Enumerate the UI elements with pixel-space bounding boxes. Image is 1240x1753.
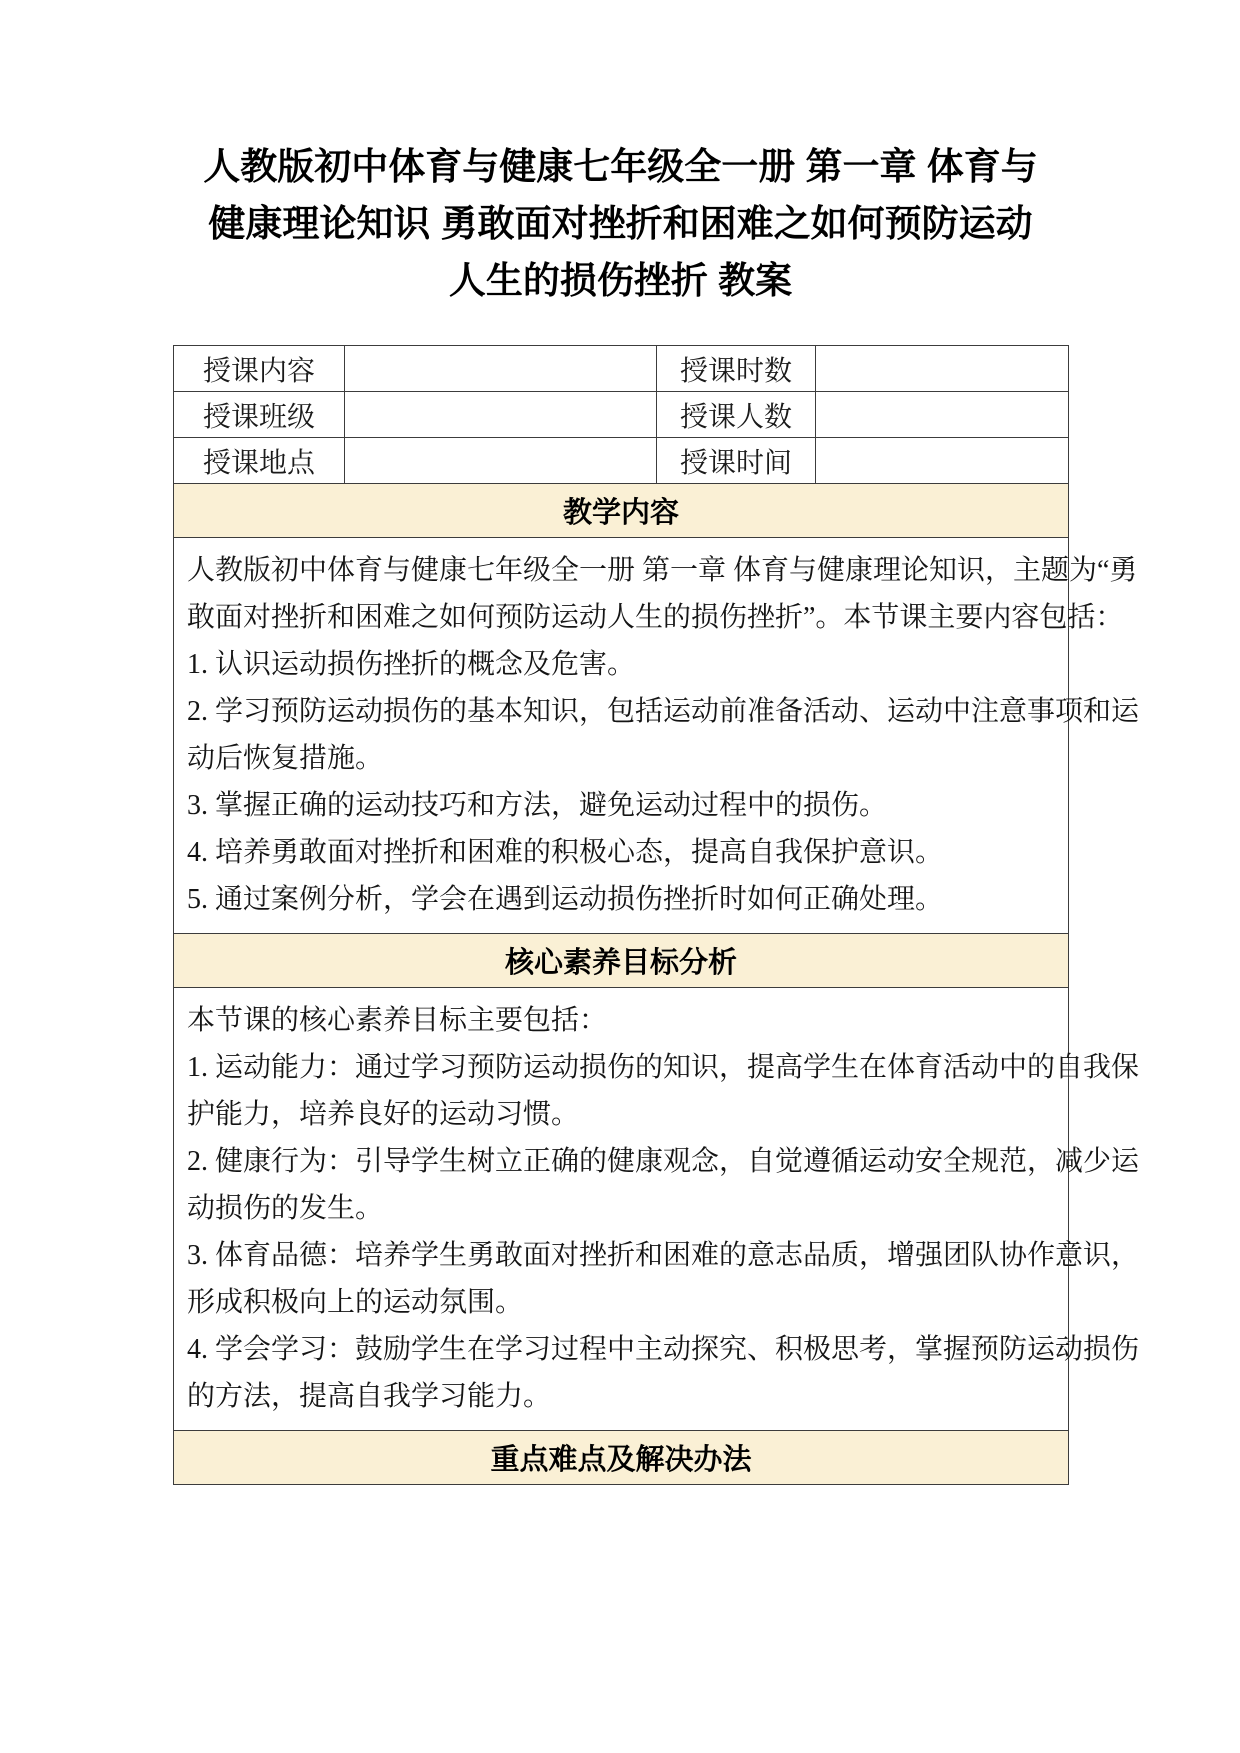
body-text-line: 的方法，提高自我学习能力。: [187, 1381, 552, 1412]
section-header-row: [174, 1431, 1069, 1485]
info-label-class: 授课班级: [174, 392, 345, 438]
info-row-class-students: [174, 392, 1069, 438]
document-title: [173, 138, 1068, 309]
info-label-student-count: 授课人数: [657, 392, 816, 438]
info-label-course-content: 授课内容: [174, 346, 345, 392]
body-text-line: 1. 运动能力：通过学习预防运动损伤的知识，提高学生在体育活动中的自我保: [187, 1052, 1140, 1083]
body-text-line: 人教版初中体育与健康七年级全一册 第一章 体育与健康理论知识，主题为“勇: [187, 555, 1138, 586]
info-label-course-hours: 授课时数: [657, 346, 816, 392]
section-body-teaching-content: [174, 538, 1140, 934]
body-text-line: 2. 学习预防运动损伤的基本知识，包括运动前准备活动、运动中注意事项和运: [187, 696, 1140, 727]
info-value-student-count: [816, 392, 1069, 438]
section-header-row: [174, 934, 1069, 988]
body-text-line: 1. 认识运动损伤挫折的概念及危害。: [187, 649, 636, 680]
info-value-class: [345, 392, 657, 438]
info-value-course-content: [345, 346, 657, 392]
info-value-location: [345, 438, 657, 484]
section-header-core-competency: 核心素养目标分析: [174, 934, 1069, 988]
section-body-row: [174, 538, 1069, 934]
body-text-line: 本节课的核心素养目标主要包括：: [187, 1005, 608, 1036]
body-text-line: 2. 健康行为：引导学生树立正确的健康观念，自觉遵循运动安全规范，减少运: [187, 1146, 1140, 1177]
section-header-row: [174, 484, 1069, 538]
body-text-line: 形成积极向上的运动氛围。: [187, 1287, 524, 1318]
body-text-line: 3. 体育品德：培养学生勇敢面对挫折和困难的意志品质，增强团队协作意识，: [187, 1240, 1140, 1271]
lesson-plan-table: [173, 345, 1140, 1485]
section-header-teaching-content: 教学内容: [174, 484, 1069, 538]
title-line: 人生的损伤挫折 教案: [448, 260, 793, 301]
body-text-line: 动损伤的发生。: [187, 1193, 384, 1224]
body-text-line: 3. 掌握正确的运动技巧和方法，避免运动过程中的损伤。: [187, 790, 888, 821]
body-text-line: 护能力，培养良好的运动习惯。: [187, 1099, 580, 1130]
body-text-line: 敢面对挫折和困难之如何预防运动人生的损伤挫折”。本节课主要内容包括：: [187, 602, 1124, 633]
info-label-time: 授课时间: [657, 438, 816, 484]
body-text-line: 动后恢复措施。: [187, 743, 384, 774]
info-value-course-hours: [816, 346, 1069, 392]
body-text-line: 5. 通过案例分析，学会在遇到运动损伤挫折时如何正确处理。: [187, 884, 944, 915]
body-text-line: 4. 培养勇敢面对挫折和困难的积极心态，提高自我保护意识。: [187, 837, 944, 868]
section-body-row: [174, 988, 1069, 1431]
info-value-time: [816, 438, 1069, 484]
info-row-content-hours: [174, 346, 1069, 392]
section-body-core-competency: [174, 988, 1140, 1431]
info-row-location-time: [174, 438, 1069, 484]
info-label-location: 授课地点: [174, 438, 345, 484]
section-header-key-difficulties: 重点难点及解决办法: [174, 1431, 1069, 1485]
body-text-line: 4. 学会学习：鼓励学生在学习过程中主动探究、积极思考，掌握预防运动损伤: [187, 1334, 1140, 1365]
title-line: 人教版初中体育与健康七年级全一册 第一章 体育与: [203, 146, 1038, 187]
title-line: 健康理论知识 勇敢面对挫折和困难之如何预防运动: [208, 203, 1033, 244]
